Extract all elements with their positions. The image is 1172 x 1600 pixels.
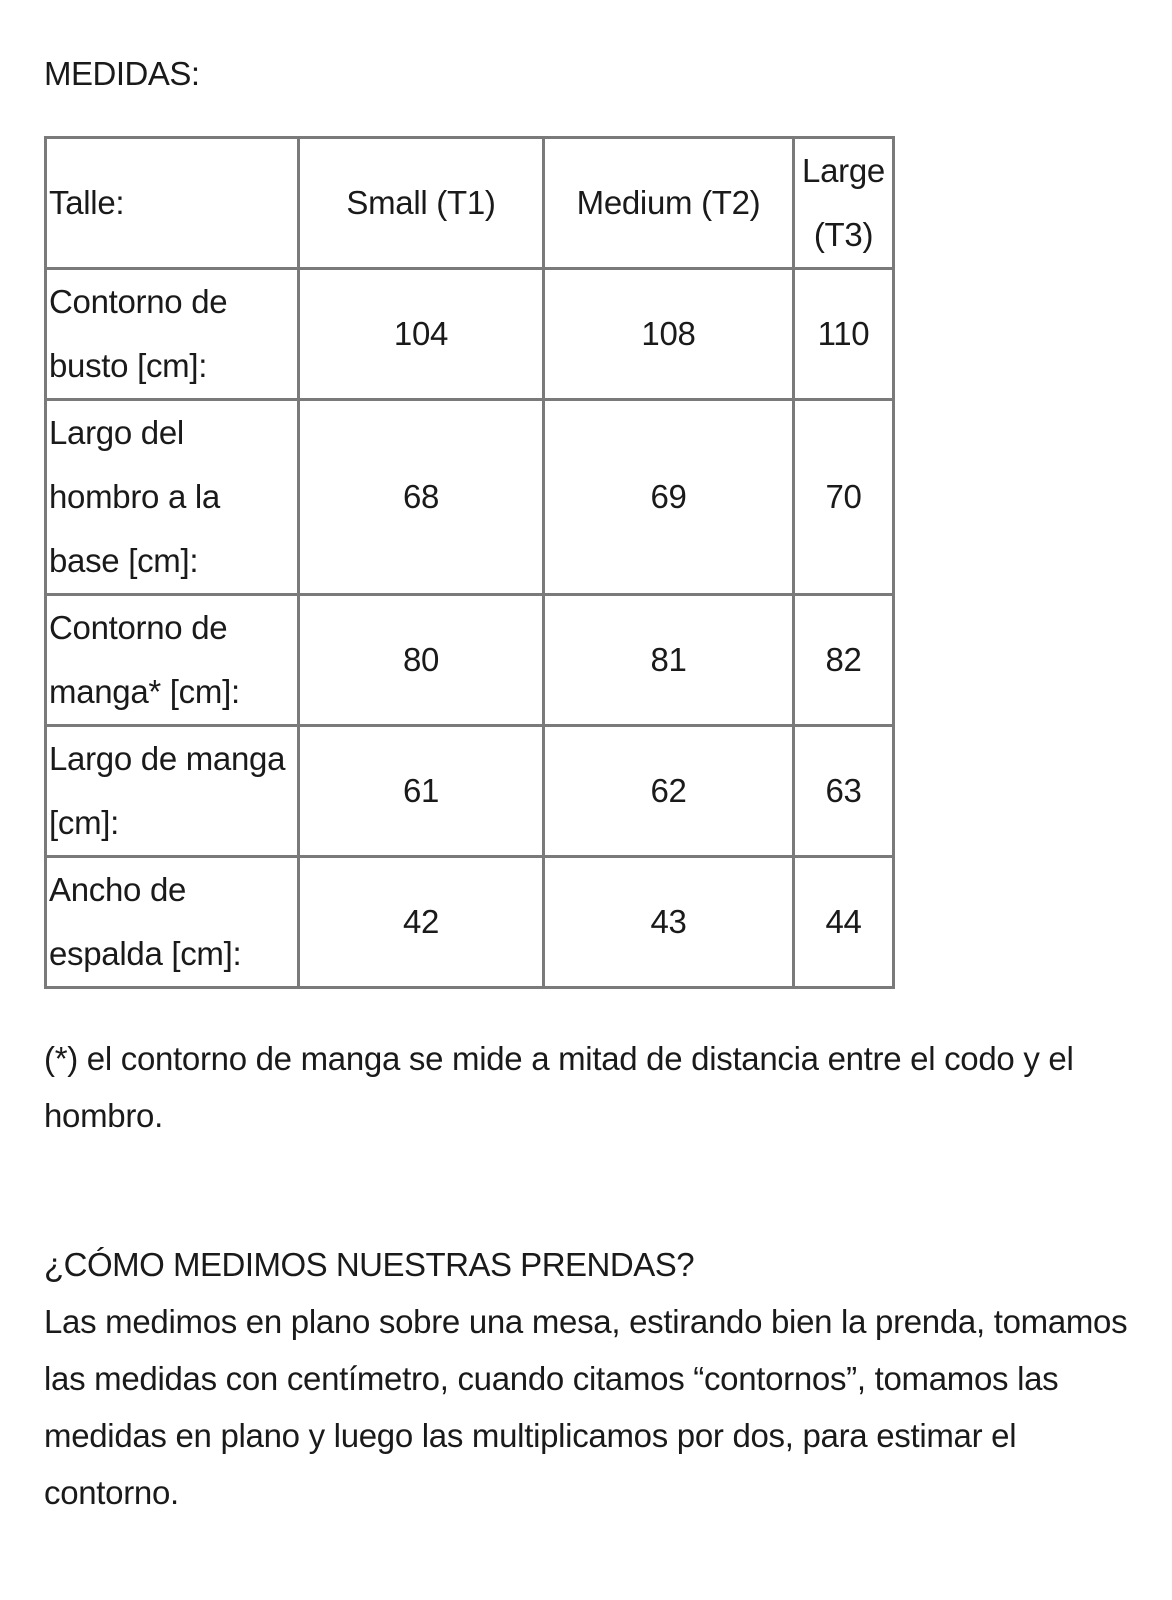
header-large-cell: Large (T3): [794, 138, 894, 269]
row-label: Contorno de manga* [cm]:: [46, 595, 299, 726]
measuring-section-body: Las medimos en plano sobre una mesa, estirando bien la prenda, tomamos las medidas con centímetro, cuando citamos “contornos”, tomamos las medidas en plano y luego las multiplicamos por dos, para estimar el contorno.: [44, 1303, 1128, 1511]
table-row: [46, 726, 894, 857]
large-value: 63: [794, 726, 894, 857]
sleeve-footnote: (*) el contorno de manga se mide a mitad de distancia entre el codo y el hombro.: [44, 1040, 1074, 1134]
table-row: [46, 595, 894, 726]
large-value: 82: [794, 595, 894, 726]
small-value: 104: [299, 269, 544, 400]
large-value: 110: [794, 269, 894, 400]
table-row: [46, 400, 894, 595]
size-table: [44, 136, 895, 989]
table-row: [46, 857, 894, 988]
small-value: 68: [299, 400, 544, 595]
small-value: 42: [299, 857, 544, 988]
table-row: [46, 269, 894, 400]
medium-value: 62: [544, 726, 794, 857]
medium-value: 69: [544, 400, 794, 595]
measuring-section-title: ¿CÓMO MEDIMOS NUESTRAS PRENDAS?: [44, 1246, 695, 1283]
header-label-cell: Talle:: [46, 138, 299, 269]
page-heading: MEDIDAS:: [44, 55, 200, 92]
small-value: 61: [299, 726, 544, 857]
table-header-row: [46, 138, 894, 269]
medium-value: 81: [544, 595, 794, 726]
row-label: Ancho de espalda [cm]:: [46, 857, 299, 988]
row-label: Contorno de busto [cm]:: [46, 269, 299, 400]
large-value: 70: [794, 400, 894, 595]
small-value: 80: [299, 595, 544, 726]
medium-value: 43: [544, 857, 794, 988]
medium-value: 108: [544, 269, 794, 400]
header-small-cell: Small (T1): [299, 138, 544, 269]
header-medium-cell: Medium (T2): [544, 138, 794, 269]
row-label: Largo del hombro a la base [cm]:: [46, 400, 299, 595]
large-value: 44: [794, 857, 894, 988]
row-label: Largo de manga [cm]:: [46, 726, 299, 857]
